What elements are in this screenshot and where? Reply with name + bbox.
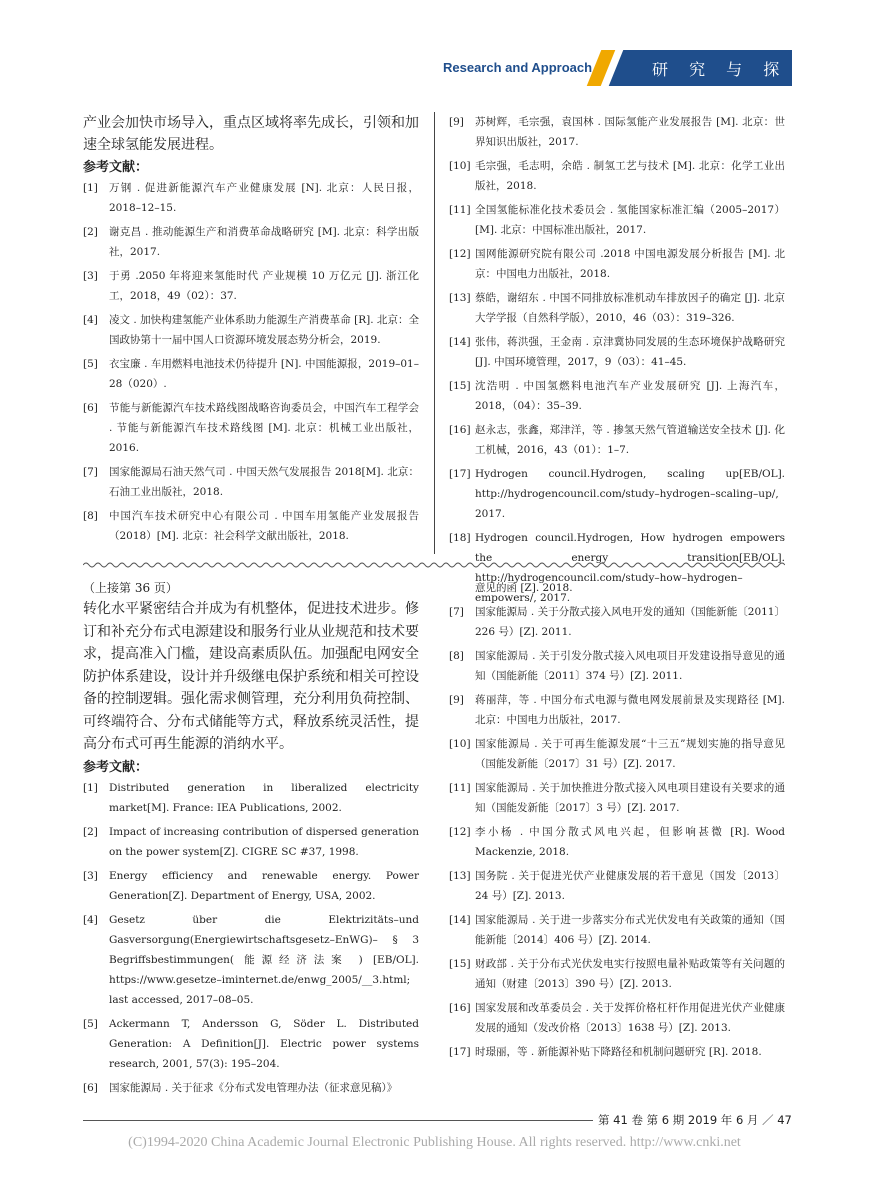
reference-text: 国家能源局 . 关于分散式接入风电开发的通知（国能新能〔2011〕226 号）[Z]. 2011.	[475, 606, 785, 638]
reference-text: 沈浩明 . 中国氢燃料电池汽车产业发展研究 [J]. 上海汽车，2018，（04）：35–39.	[475, 380, 785, 412]
reference-item	[449, 1042, 785, 1062]
reference-item	[83, 310, 419, 350]
reference-item	[83, 910, 419, 1010]
reference-item	[449, 690, 785, 730]
reference-number: [9]	[449, 116, 464, 128]
reference-text: 张伟，蒋洪强，王金南 . 京津冀协同发展的生态环境保护战略研究 [J]. 中国环境管理，2017，9（03）：41–45.	[475, 336, 785, 368]
continued-label: （上接第 36 页）	[83, 581, 178, 595]
reference-number: [17]	[449, 1046, 471, 1058]
reference-item	[449, 602, 785, 642]
copyright-notice: (C)1994-2020 China Academic Journal Electronic Publishing House. All rights reserved. http://www.cnki.net	[128, 1135, 741, 1150]
reference-item	[83, 398, 419, 458]
reference-text: Hydrogen council.Hydrogen, How hydrogen empowers the energy transition[EB/OL]. http://hydrogencouncil.com/study–how–hydrogen–empowers/, 2017.	[475, 532, 785, 604]
reference-text: 全国氢能标准化技术委员会 . 氢能国家标准汇编（2005–2017）[M]. 北京：中国标准出版社，2017.	[475, 204, 785, 236]
reference-number: [17]	[449, 468, 471, 480]
reference-text: 万钢 . 促进新能源汽车产业健康发展 [N]. 北京：人民日报，2018–12–15.	[109, 182, 419, 214]
reference-list	[449, 112, 785, 608]
reference-text: 凌文 . 加快构建氢能产业体系助力能源生产消费革命 [R]. 北京：全国政协第十一届中国人口资源环境发展态势分析会，2019.	[109, 314, 419, 346]
reference-number: [3]	[83, 869, 98, 882]
reference-number: [6]	[83, 402, 98, 414]
reference-number: [10]	[449, 160, 471, 172]
reference-number: [1]	[83, 182, 98, 194]
reference-number: [6]	[83, 1081, 98, 1094]
column-divider	[434, 112, 435, 554]
reference-text: 李小杨 . 中国分散式风电兴起，但影响甚微 [R]. Wood Mackenzie, 2018.	[475, 826, 785, 858]
reference-number: [13]	[449, 870, 471, 882]
reference-text: 中国汽车技术研究中心有限公司 . 中国车用氢能产业发展报告（2018）[M]. 北京：社会科学文献出版社，2018.	[109, 510, 419, 542]
references-heading: 参考文献：	[83, 160, 149, 175]
reference-text: 国家能源局 . 关于进一步落实分布式光伏发电有关政策的通知（国能新能〔2014〕406 号）[Z]. 2014.	[475, 914, 785, 946]
reference-item	[449, 464, 785, 524]
reference-item	[449, 822, 785, 862]
reference-item	[449, 954, 785, 994]
reference-list	[83, 178, 419, 546]
reference-item	[83, 822, 419, 862]
bottom-left-column	[83, 578, 419, 1102]
reference-number: [10]	[449, 738, 471, 750]
reference-text: 国家能源局 . 关于可再生能源发展“十三五”规划实施的指导意见（国能发新能〔2017〕31 号）[Z]. 2017.	[475, 738, 785, 770]
reference-number: [8]	[449, 650, 464, 662]
reference-number: [16]	[449, 1002, 471, 1014]
reference-text: Gesetz über die Elektrizitäts–und Gasversorgung(Energiewirtschaftsgesetz–EnWG)– § 3 Begriffsbestimmungen( 能源经济法案 ) [EB/OL]. https://www.gesetze–iminternet.de/enwg_2005/__3.html; last accessed, 2017–08–05.	[109, 913, 419, 1006]
reference-text: 蒋丽萍，等 . 中国分布式电源与微电网发展前景及实现路径 [M]. 北京：中国电力出版社，2017.	[475, 694, 785, 726]
reference-number: [13]	[449, 292, 471, 304]
reference-item	[449, 910, 785, 950]
reference-list	[449, 602, 785, 1062]
reference-number: [3]	[83, 270, 98, 282]
reference-number: [1]	[83, 781, 98, 794]
reference-item	[83, 462, 419, 502]
reference-item	[83, 1078, 419, 1098]
reference-item	[449, 998, 785, 1038]
reference-item	[83, 266, 419, 306]
top-left-column	[83, 112, 419, 550]
footer-rule	[83, 1120, 593, 1121]
reference-text: 国务院 . 关于促进光伏产业健康发展的若干意见（国发〔2013〕24 号）[Z]. 2013.	[475, 870, 785, 902]
reference-number: [14]	[449, 336, 471, 348]
reference-text: 谢克昌 . 推动能源生产和消费革命战略研究 [M]. 北京：科学出版社，2017.	[109, 226, 419, 258]
reference-item	[449, 200, 785, 240]
reference-number: [7]	[449, 606, 464, 618]
reference-continuation: 意见的函 [Z]. 2018.	[475, 582, 573, 594]
reference-text: 苏树辉，毛宗强，袁国林 . 国际氢能产业发展报告 [M]. 北京：世界知识出版社，2017.	[475, 116, 785, 148]
reference-text: 财政部 . 关于分布式光伏发电实行按照电量补贴政策等有关问题的通知（财建〔2013〕390 号）[Z]. 2013.	[475, 958, 785, 990]
reference-item	[449, 778, 785, 818]
reference-text: Distributed generation in liberalized electricity market[M]. France: IEA Publications, 2002.	[109, 781, 419, 814]
reference-item	[449, 288, 785, 328]
reference-number: [8]	[83, 510, 98, 522]
reference-item	[83, 506, 419, 546]
reference-number: [7]	[83, 466, 98, 478]
reference-list	[83, 778, 419, 1098]
top-right-column	[449, 112, 785, 612]
section-separator	[83, 560, 785, 570]
reference-text: Ackermann T, Andersson G, Söder L. Distributed Generation: A Definition[J]. Electric power systems research, 2001, 57(3): 195–204.	[109, 1017, 419, 1070]
reference-text: 赵永志，张鑫，郑津洋，等 . 掺氢天然气管道输送安全技术 [J]. 化工机械，2016，43（01）：1–7.	[475, 424, 785, 456]
reference-text: 国家能源局 . 关于加快推进分散式接入风电项目建设有关要求的通知（国能发新能〔2017〕3 号）[Z]. 2017.	[475, 782, 785, 814]
reference-number: [11]	[449, 782, 471, 794]
reference-text: 国家能源局石油天然气司 . 中国天然气发展报告 2018[M]. 北京：石油工业出版社，2018.	[109, 466, 419, 498]
journal-section-cn: 研 究 与 探 讨	[652, 60, 825, 79]
reference-item	[449, 646, 785, 686]
reference-number: [5]	[83, 358, 98, 370]
reference-text: 于勇 .2050 年将迎来氢能时代 产业规模 10 万亿元 [J]. 浙江化工，2018，49（02）：37.	[109, 270, 419, 302]
reference-number: [2]	[83, 226, 98, 238]
bottom-right-column	[449, 578, 785, 1066]
reference-number: [15]	[449, 958, 471, 970]
reference-number: [12]	[449, 248, 471, 260]
reference-text: Impact of increasing contribution of dispersed generation on the power system[Z]. CIGRE SC #37, 1998.	[109, 825, 419, 858]
reference-text: Energy efficiency and renewable energy. Power Generation[Z]. Department of Energy, USA, 2002.	[109, 869, 419, 902]
reference-item	[449, 156, 785, 196]
reference-number: [14]	[449, 914, 471, 926]
reference-text: 国家发展和改革委员会 . 关于发挥价格杠杆作用促进光伏产业健康发展的通知（发改价格〔2013〕1638 号）[Z]. 2013.	[475, 1002, 785, 1034]
reference-number: [18]	[449, 532, 471, 544]
reference-item	[449, 420, 785, 460]
reference-item	[449, 866, 785, 906]
reference-item	[449, 332, 785, 372]
reference-item	[83, 866, 419, 906]
reference-item	[449, 112, 785, 152]
body-paragraph: 产业会加快市场导入，重点区域将率先成长，引领和加速全球氢能发展进程。	[83, 115, 419, 153]
reference-number: [4]	[83, 913, 98, 926]
reference-text: 毛宗强，毛志明，余皓 . 制氢工艺与技术 [M]. 北京：化学工业出版社，2018.	[475, 160, 785, 192]
reference-text: 时璟丽，等 . 新能源补贴下降路径和机制问题研究 [R]. 2018.	[475, 1046, 762, 1058]
reference-item	[449, 734, 785, 774]
reference-text: 国网能源研究院有限公司 .2018 中国电源发展分析报告 [M]. 北京：中国电力出版社，2018.	[475, 248, 785, 280]
reference-item	[449, 244, 785, 284]
reference-item	[83, 222, 419, 262]
reference-text: 蔡皓，谢绍东 . 中国不同排放标准机动车排放因子的确定 [J]. 北京大学学报（自然科学版），2010，46（03）：319–326.	[475, 292, 785, 324]
reference-number: [15]	[449, 380, 471, 392]
reference-text: 国家能源局 . 关于引发分散式接入风电项目开发建设指导意见的通知（国能新能〔2011〕374 号）[Z]. 2011.	[475, 650, 785, 682]
body-paragraph: 转化水平紧密结合并成为有机整体，促进技术进步。修订和补充分布式电源建设和服务行业从业规范和技术要求，提高准入门槛，建设高素质队伍。加强配电网安全防护体系建设，设计并升级继电保护系统和相关可控设备的控制逻辑。强化需求侧管理，充分利用负荷控制、可终端符合、分布式储能等方式，释放系统灵活性，提高分布式可再生能源的消纳水平。	[83, 601, 419, 752]
reference-text: Hydrogen council.Hydrogen, scaling up[EB/OL]. http://hydrogencouncil.com/study–hydrogen–scaling–up/, 2017.	[475, 468, 785, 520]
reference-text: 节能与新能源汽车技术路线图战略咨询委员会，中国汽车工程学会 . 节能与新能源汽车技术路线图 [M]. 北京：机械工业出版社，2016.	[109, 402, 419, 454]
reference-text: 国家能源局 . 关于征求《分布式发电管理办法（征求意见稿）》	[109, 1081, 398, 1094]
reference-item	[83, 778, 419, 818]
reference-item	[449, 376, 785, 416]
reference-number: [5]	[83, 1017, 98, 1030]
reference-number: [11]	[449, 204, 471, 216]
reference-number: [16]	[449, 424, 471, 436]
reference-item	[83, 1014, 419, 1074]
reference-number: [2]	[83, 825, 98, 838]
reference-item	[83, 178, 419, 218]
references-heading: 参考文献：	[83, 759, 149, 775]
issue-info: 第 41 卷 第 6 期 2019 年 6 月 ／ 47	[598, 1113, 792, 1127]
reference-text: 衣宝廉 . 车用燃料电池技术仍待提升 [N]. 中国能源报，2019–01–28（020）.	[109, 358, 419, 390]
reference-number: [12]	[449, 826, 471, 838]
reference-number: [9]	[449, 694, 464, 706]
journal-section-en: Research and Approach	[443, 60, 593, 75]
reference-item	[83, 354, 419, 394]
reference-number: [4]	[83, 314, 98, 326]
